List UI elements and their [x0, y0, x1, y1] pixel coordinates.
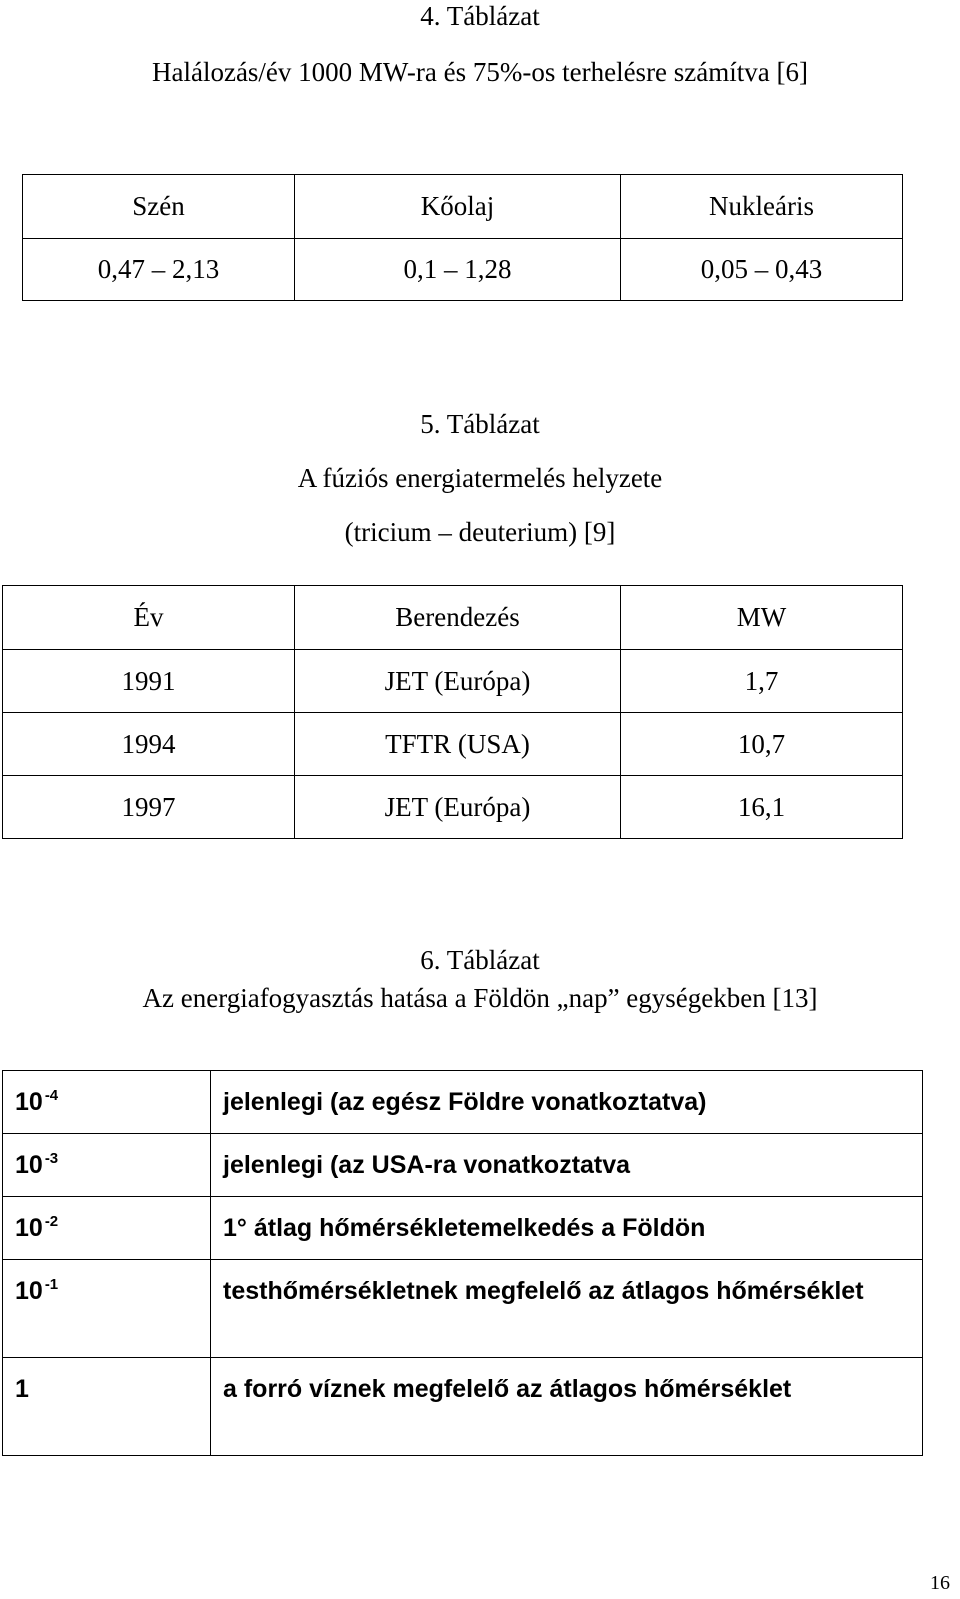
magnitude-base: 10 [15, 1277, 43, 1305]
table-row [3, 650, 903, 713]
table4-header-cell: Nukleáris [621, 175, 903, 239]
table4-value-cell: 0,05 – 0,43 [621, 239, 903, 301]
table6-caption: Az energiafogyasztás hatása a Földön „nap” egységekben [13] [142, 983, 818, 1013]
table5-cell: 1,7 [621, 650, 903, 713]
table5-cell: 1994 [3, 713, 295, 776]
table5-label: 5. Táblázat [420, 409, 540, 439]
table-row [3, 1260, 923, 1358]
magnitude-exponent: -1 [44, 1276, 59, 1293]
table5-cell: JET (Európa) [295, 650, 621, 713]
table4-value-row [23, 239, 903, 301]
table6 [2, 1070, 923, 1456]
table5-cell: 1991 [3, 650, 295, 713]
table4-value-cell: 0,47 – 2,13 [23, 239, 295, 301]
table5 [2, 585, 903, 839]
table5-cell: 1997 [3, 776, 295, 839]
table5-header-cell: Berendezés [295, 586, 621, 650]
table5-caption: A fúziós energiatermelés helyzete [297, 463, 663, 493]
table4-header-cell: Kőolaj [295, 175, 621, 239]
magnitude-cell [3, 1358, 211, 1456]
description-cell: jelenlegi (az USA-ra vonatkoztatva [211, 1134, 923, 1197]
magnitude-exponent: -4 [44, 1087, 59, 1104]
table5-cell: JET (Európa) [295, 776, 621, 839]
magnitude-base: 10 [15, 1151, 43, 1179]
table6-label: 6. Táblázat [420, 945, 540, 975]
table-row [3, 1071, 923, 1134]
table-row [3, 1197, 923, 1260]
table4-header-row [23, 175, 903, 239]
table4-label: 4. Táblázat [420, 1, 540, 31]
description-cell: a forró víznek megfelelő az átlagos hőmérséklet [211, 1358, 923, 1456]
magnitude-base: 1 [15, 1375, 29, 1403]
magnitude-exponent: -3 [44, 1150, 59, 1167]
table4 [22, 174, 903, 301]
table5-header-row [3, 586, 903, 650]
page-number: 16 [930, 1572, 950, 1594]
table5-header-cell: MW [621, 586, 903, 650]
table4-header-cell: Szén [23, 175, 295, 239]
description-cell: jelenlegi (az egész Földre vonatkoztatva) [211, 1071, 923, 1134]
table4-caption: Halálozás/év 1000 MW-ra és 75%-os terhelésre számítva [6] [151, 57, 808, 87]
table-row [3, 1134, 923, 1197]
magnitude-exponent: -2 [44, 1213, 59, 1230]
table5-cell: 16,1 [621, 776, 903, 839]
table4-value-cell: 0,1 – 1,28 [295, 239, 621, 301]
magnitude-cell [3, 1071, 211, 1134]
table-row [3, 713, 903, 776]
table5-cell: TFTR (USA) [295, 713, 621, 776]
table-row [3, 776, 903, 839]
magnitude-cell [3, 1197, 211, 1260]
description-cell: testhőmérsékletnek megfelelő az átlagos hőmérséklet [211, 1260, 923, 1358]
table5-caption-sub: (tricium – deuterium) [9] [344, 517, 616, 547]
table-row [3, 1358, 923, 1456]
description-cell: 1° átlag hőmérsékletemelkedés a Földön [211, 1197, 923, 1260]
table5-header-cell: Év [3, 586, 295, 650]
magnitude-cell [3, 1134, 211, 1197]
magnitude-base: 10 [15, 1214, 43, 1242]
table5-cell: 10,7 [621, 713, 903, 776]
magnitude-cell [3, 1260, 211, 1358]
magnitude-base: 10 [15, 1088, 43, 1116]
